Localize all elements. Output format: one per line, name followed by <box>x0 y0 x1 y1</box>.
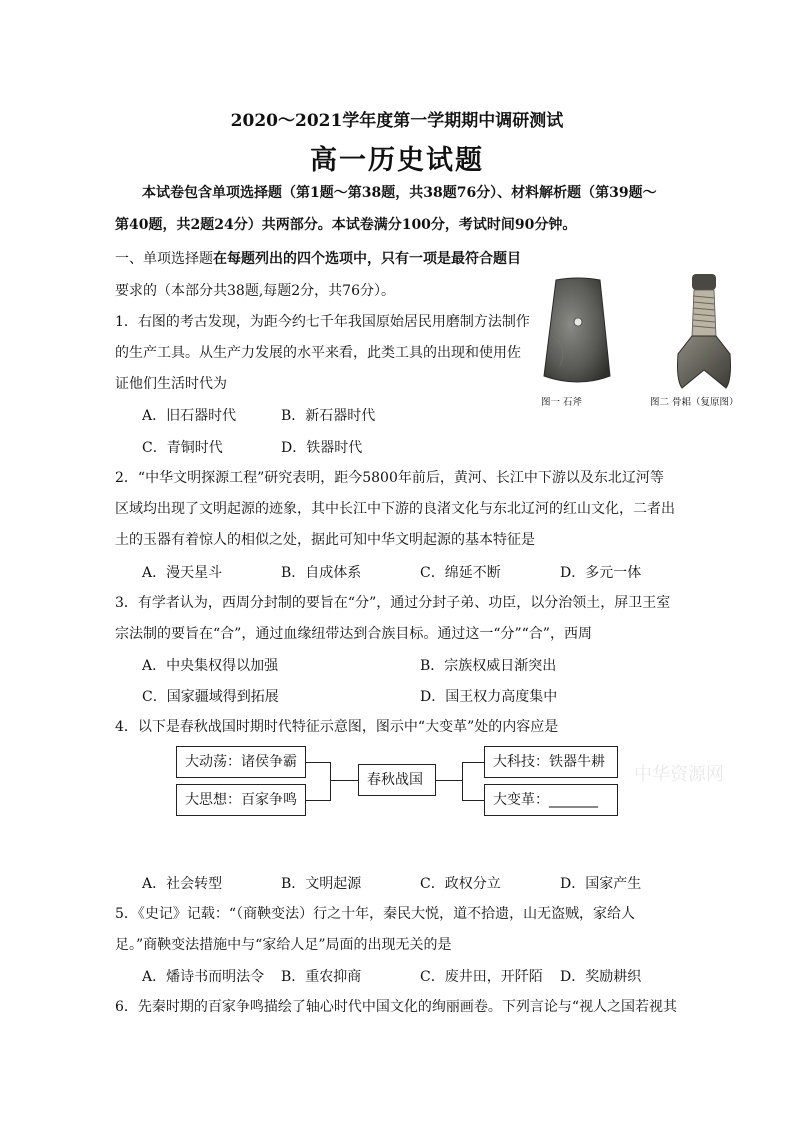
q5-option-a: A．燔诗书而明法令 <box>142 969 265 985</box>
diagram-box-technology: 大科技：铁器牛耕 <box>484 746 618 778</box>
q4-option-d: D．国家产生 <box>560 876 642 892</box>
subject-title: 高一历史试题 <box>310 145 484 176</box>
connector <box>462 762 463 801</box>
q1-option-b: B．新石器时代 <box>281 408 376 424</box>
stone-axe-icon <box>538 276 618 388</box>
figure-caption-2: 图二 骨耜（复原图） <box>650 397 739 408</box>
q5-option-d: D．奖励耕织 <box>560 969 642 985</box>
section-heading-instructions: 在每题列出的四个选项中，只有一项是最符合题目 <box>213 251 521 267</box>
bone-spade-icon <box>668 270 740 392</box>
q3-option-d: D．国王权力高度集中 <box>420 689 558 705</box>
q1-option-c: C．青铜时代 <box>142 440 223 456</box>
q2-option-d: D．多元一体 <box>560 565 642 581</box>
figure-caption-1: 图一 石斧 <box>541 397 583 408</box>
q4-stem-line-1: 4．以下是春秋战国时期时代特征示意图，图示中“大变革”处的内容应是 <box>115 719 559 735</box>
q4-option-a: A．社会转型 <box>142 876 223 892</box>
connector <box>305 800 330 801</box>
q2-option-c: C．绵延不断 <box>420 565 501 581</box>
connector <box>305 762 330 763</box>
exam-title: 2020～2021学年度第一学期期中调研测试 <box>230 111 564 131</box>
q3-option-b: B．宗族权威日渐突出 <box>420 658 557 674</box>
q2-stem-line-3: 土的玉器有着惊人的相似之处，据此可知中华文明起源的基本特征是 <box>115 532 535 548</box>
q3-option-a: A．中央集权得以加强 <box>142 658 279 674</box>
q3-stem-line-1: 3．有学者认为，西周分封制的要旨在“分”，通过分封子弟、功臣，以分治领土，屏卫王室 <box>115 595 671 611</box>
diagram-box-center: 春秋战国 <box>358 764 436 796</box>
intro-line-1: 本试卷包含单项选择题（第1题～第38题，共38题76分）、材料解析题（第39题～ <box>142 185 657 201</box>
watermark: 中华资源网 <box>634 764 724 785</box>
q1-option-a: A．旧石器时代 <box>142 408 237 424</box>
diagram-box-turmoil: 大动荡：诸侯争霸 <box>176 746 306 778</box>
q4-option-c: C．政权分立 <box>420 876 501 892</box>
q5-option-c: C．废井田，开阡陌 <box>420 969 543 985</box>
q4-option-b: B．文明起源 <box>281 876 362 892</box>
connector <box>330 762 331 801</box>
q5-stem-line-1: 5．《史记》记载：“（商鞅变法）行之十年，秦民大悦，道不拾遗，山无盗贼，家给人 <box>115 906 636 922</box>
q3-option-c: C．国家疆域得到拓展 <box>142 689 279 705</box>
connector <box>462 800 484 801</box>
q5-stem-line-2: 足。”商鞅变法措施中与“家给人足”局面的出现无关的是 <box>115 937 452 953</box>
q1-option-d: D．铁器时代 <box>281 440 363 456</box>
q2-stem-line-1: 2．“中华文明探源工程”研究表明，距今5800年前后，黄河、长江中下游以及东北辽河等 <box>115 470 664 486</box>
q2-option-b: B．自成体系 <box>281 565 362 581</box>
section-heading-line-2: 要求的（本部分共38题,每题2分，共76分）。 <box>115 283 395 299</box>
connector <box>436 780 462 781</box>
q5-option-b: B．重农抑商 <box>281 969 362 985</box>
q2-stem-line-2: 区域均出现了文明起源的迹象，其中长江中下游的良渚文化与东北辽河的红山文化，二者出 <box>115 501 675 517</box>
q1-stem-line-3: 证他们生活时代为 <box>115 376 227 392</box>
connector <box>330 780 358 781</box>
q3-stem-line-2: 宗法制的要旨在“合”，通过血缘纽带达到合族目标。通过这一“分”“合”，西周 <box>115 626 592 642</box>
connector <box>462 762 484 763</box>
q1-stem-line-1: 1．右图的考古发现，为距今约七千年我国原始居民用磨制方法制作 <box>115 314 530 330</box>
section-heading-label: 一、单项选择题 <box>115 251 213 267</box>
section-heading <box>115 249 521 269</box>
diagram-box-reform: 大变革：_______ <box>484 784 618 816</box>
q6-stem-line-1: 6．先秦时期的百家争鸣描绘了轴心时代中国文化的绚丽画卷。下列言论与“视人之国若视其 <box>115 999 678 1015</box>
q1-stem-line-2: 的生产工具。从生产力发展的水平来看，此类工具的出现和使用佐 <box>115 345 521 361</box>
q2-option-a: A．漫天星斗 <box>142 565 223 581</box>
diagram-box-thought: 大思想：百家争鸣 <box>176 784 306 816</box>
intro-line-2: 第40题，共2题24分）共两部分。本试卷满分100分，考试时间90分钟。 <box>115 217 577 233</box>
